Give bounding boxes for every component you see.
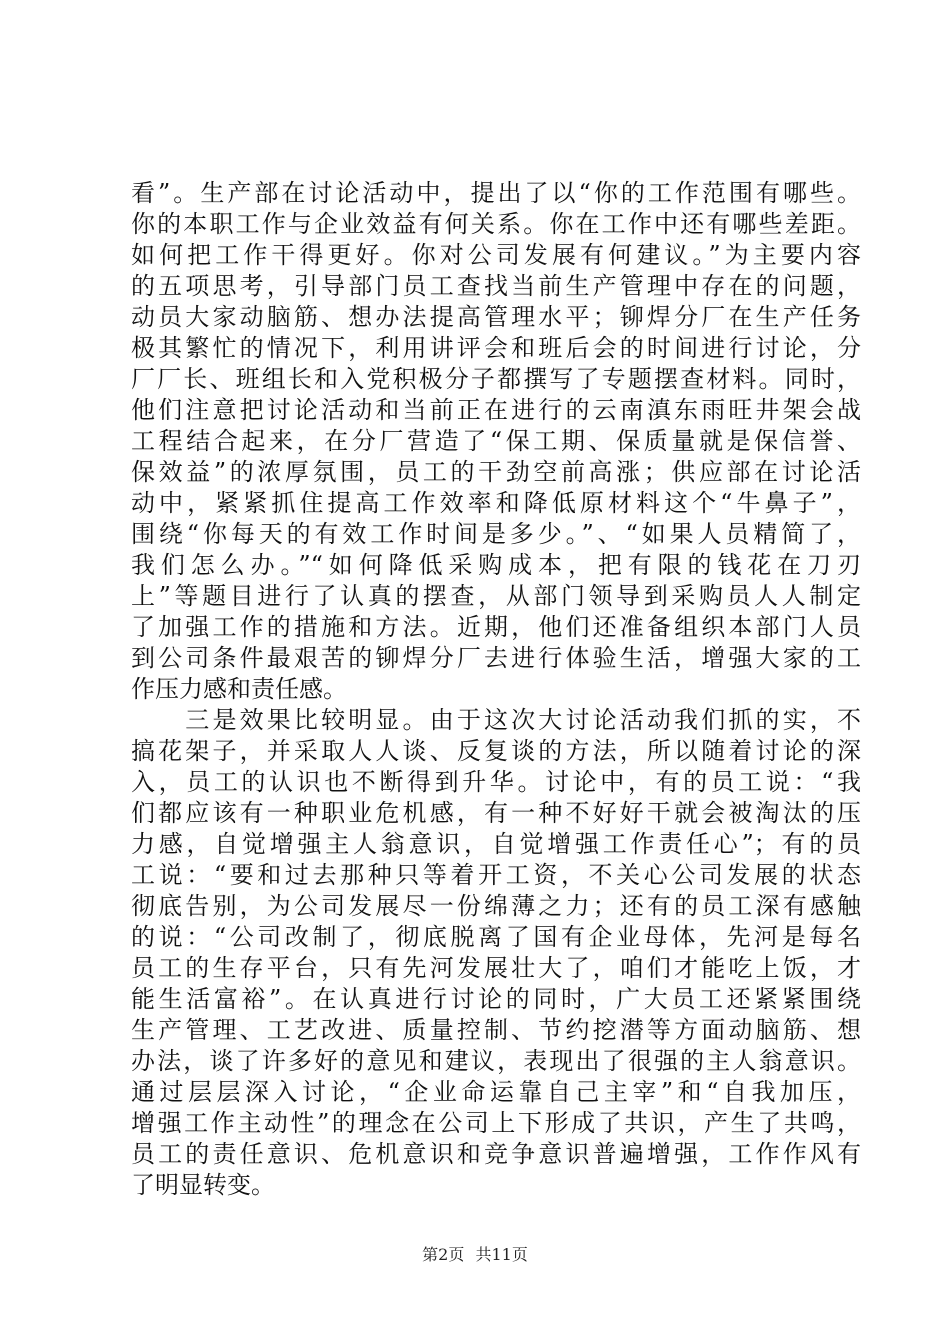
text-line: 如何把工作干得更好。你对公司发展有何建议。”为主要内容 — [131, 241, 861, 269]
document-body — [131, 178, 861, 1201]
text-line: 动中，紧紧抓住提高工作效率和降低原材料这个“牛鼻子”， — [131, 489, 861, 517]
text-line: 作压力感和责任感。 — [131, 675, 347, 703]
text-line: 员工的生存平台，只有先河发展壮大了，咱们才能吃上饭，才 — [131, 954, 861, 982]
page-total: 共11页 — [475, 1245, 528, 1264]
text-line: 你的本职工作与企业效益有何关系。你在工作中还有哪些差距。 — [131, 210, 861, 238]
text-line: 入，员工的认识也不断得到升华。讨论中，有的员工说：“我 — [131, 768, 861, 796]
paragraph-start-line: 三是效果比较明显。由于这次大讨论活动我们抓的实，不 — [131, 706, 861, 734]
text-line: 通过层层深入讨论，“企业命运靠自己主宰”和“自我加压， — [131, 1078, 861, 1106]
text-line: 上”等题目进行了认真的摆查，从部门领导到采购员人人制定 — [131, 582, 861, 610]
text-line: 的五项思考，引导部门员工查找当前生产管理中存在的问题， — [131, 272, 861, 300]
page-number: 第2页 — [422, 1245, 465, 1264]
text-line: 极其繁忙的情况下，利用讲评会和班后会的时间进行讨论，分 — [131, 334, 861, 362]
text-line: 动员大家动脑筋、想办法提高管理水平；铆焊分厂在生产任务 — [131, 303, 861, 331]
text-line: 他们注意把讨论活动和当前正在进行的云南滇东雨旺井架会战 — [131, 396, 861, 424]
text-line: 搞花架子，并采取人人谈、反复谈的方法，所以随着讨论的深 — [131, 737, 861, 765]
text-line: 们都应该有一种职业危机感，有一种不好好干就会被淘汰的压 — [131, 799, 861, 827]
text-line: 员工的责任意识、危机意识和竞争意识普遍增强，工作作风有 — [131, 1140, 861, 1168]
text-line: 力感，自觉增强主人翁意识，自觉增强工作责任心”；有的员 — [131, 830, 861, 858]
text-line: 我们怎么办。”“如何降低采购成本，把有限的钱花在刀刃 — [131, 551, 861, 579]
text-line: 的说：“公司改制了，彻底脱离了国有企业母体，先河是每名 — [131, 923, 861, 951]
text-line: 保效益”的浓厚氛围，员工的干劲空前高涨；供应部在讨论活 — [131, 458, 861, 486]
text-line: 了明显转变。 — [131, 1171, 275, 1199]
text-line: 办法，谈了许多好的意见和建议，表现出了很强的主人翁意识。 — [131, 1047, 861, 1075]
page-footer — [0, 1244, 950, 1266]
text-line: 增强工作主动性”的理念在公司上下形成了共识，产生了共鸣， — [131, 1109, 861, 1137]
text-line: 了加强工作的措施和方法。近期，他们还准备组织本部门人员 — [131, 613, 861, 641]
text-line: 工说：“要和过去那种只等着开工资，不关心公司发展的状态 — [131, 861, 861, 889]
text-line: 彻底告别，为公司发展尽一份绵薄之力；还有的员工深有感触 — [131, 892, 861, 920]
text-line: 围绕“你每天的有效工作时间是多少。”、“如果人员精简了， — [131, 520, 861, 548]
text-line: 生产管理、工艺改进、质量控制、节约挖潜等方面动脑筋、想 — [131, 1016, 861, 1044]
text-line: 能生活富裕”。在认真进行讨论的同时，广大员工还紧紧围绕 — [131, 985, 861, 1013]
text-line: 到公司条件最艰苦的铆焊分厂去进行体验生活，增强大家的工 — [131, 644, 861, 672]
text-line: 厂厂长、班组长和入党积极分子都撰写了专题摆查材料。同时， — [131, 365, 861, 393]
text-line: 工程结合起来，在分厂营造了“保工期、保质量就是保信誉、 — [131, 427, 861, 455]
text-line: 看”。生产部在讨论活动中，提出了以“你的工作范围有哪些。 — [131, 179, 861, 207]
